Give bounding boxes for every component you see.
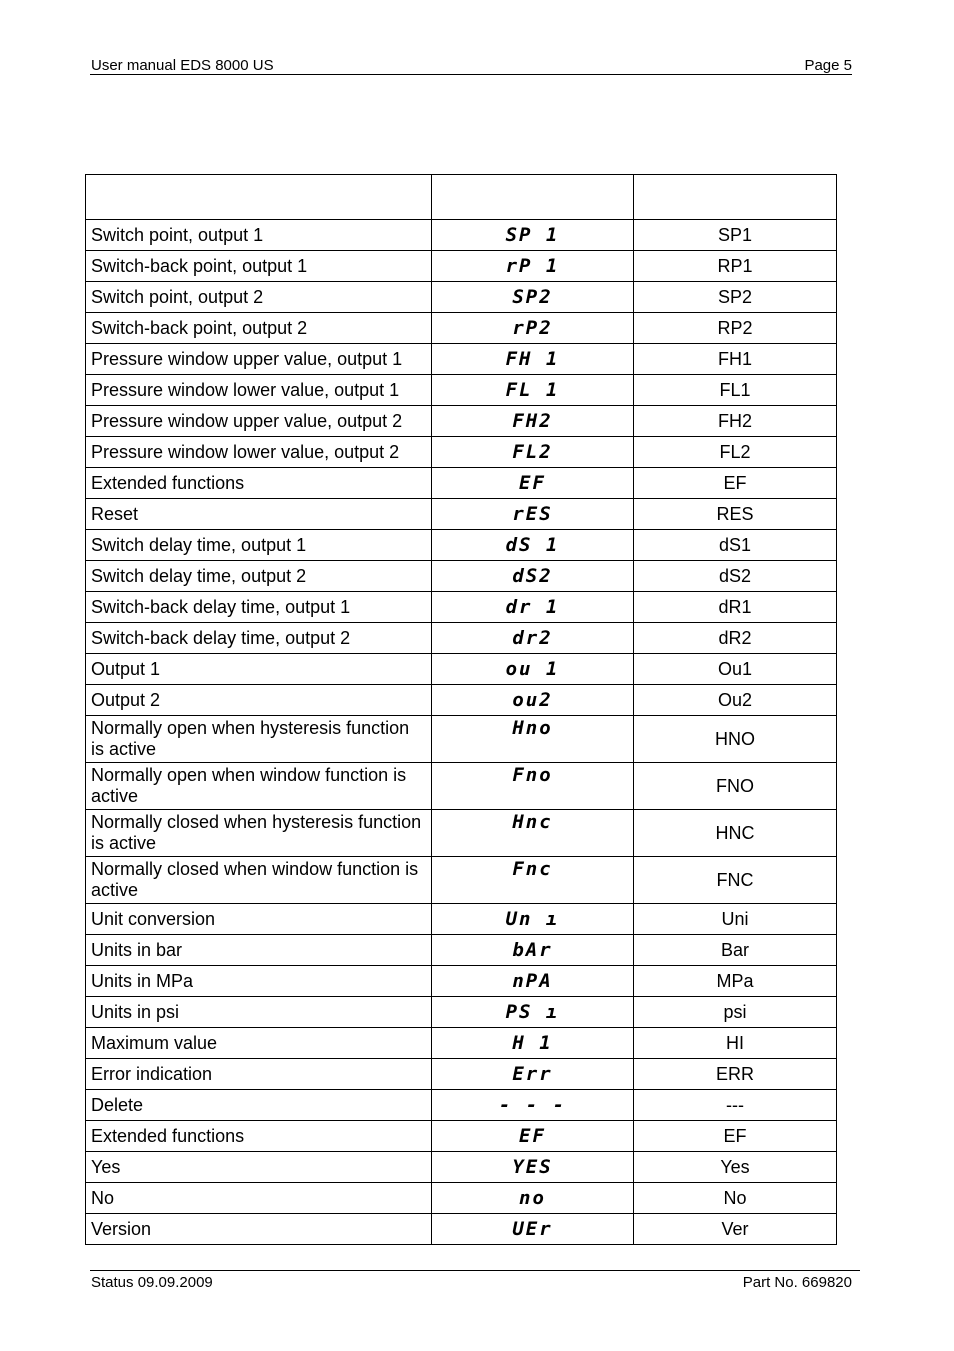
parameter-description: Pressure window upper value, output 1 xyxy=(86,344,432,375)
parameter-name: dR2 xyxy=(634,623,837,654)
table-row xyxy=(86,437,837,468)
display-code: SP 1 xyxy=(432,220,634,251)
display-code: dr 1 xyxy=(432,592,634,623)
parameter-table xyxy=(85,174,837,1245)
parameter-name: No xyxy=(634,1183,837,1214)
table-row xyxy=(86,499,837,530)
parameter-description: Switch delay time, output 2 xyxy=(86,561,432,592)
table-row xyxy=(86,763,837,810)
display-code: FL 1 xyxy=(432,375,634,406)
display-code: Hnc xyxy=(432,810,634,857)
part-number: Part No. 669820 xyxy=(742,1274,852,1291)
table-row xyxy=(86,251,837,282)
page-footer xyxy=(90,1270,860,1291)
table-row xyxy=(86,282,837,313)
table-row xyxy=(86,220,837,251)
page-number: Page 5 xyxy=(804,57,852,74)
parameter-description: No xyxy=(86,1183,432,1214)
parameter-description: Switch-back delay time, output 1 xyxy=(86,592,432,623)
parameter-description: Maximum value xyxy=(86,1028,432,1059)
parameter-name: FNC xyxy=(634,857,837,904)
table-header-row xyxy=(86,175,837,220)
status-date: Status 09.09.2009 xyxy=(91,1274,213,1291)
display-code: FH2 xyxy=(432,406,634,437)
page-header xyxy=(90,56,852,75)
display-code: Un ı xyxy=(432,904,634,935)
parameter-description: Normally closed when window function is active xyxy=(86,857,432,904)
display-code: nPA xyxy=(432,966,634,997)
parameter-name: HNC xyxy=(634,810,837,857)
display-code: FL2 xyxy=(432,437,634,468)
parameter-description: Switch point, output 1 xyxy=(86,220,432,251)
parameter-description: Error indication xyxy=(86,1059,432,1090)
display-code: rP 1 xyxy=(432,251,634,282)
display-code: ou2 xyxy=(432,685,634,716)
parameter-description: Units in MPa xyxy=(86,966,432,997)
table-row xyxy=(86,468,837,499)
display-code: SP2 xyxy=(432,282,634,313)
parameter-name: RES xyxy=(634,499,837,530)
table-row xyxy=(86,1152,837,1183)
parameter-description: Version xyxy=(86,1214,432,1245)
parameter-name: Bar xyxy=(634,935,837,966)
parameter-name: Ou1 xyxy=(634,654,837,685)
parameter-name: ERR xyxy=(634,1059,837,1090)
table-row xyxy=(86,857,837,904)
parameter-name: FH2 xyxy=(634,406,837,437)
parameter-description: Normally open when window function is active xyxy=(86,763,432,810)
manual-title: User manual EDS 8000 US xyxy=(91,57,274,74)
display-code: dr2 xyxy=(432,623,634,654)
parameter-name: RP2 xyxy=(634,313,837,344)
table-row xyxy=(86,904,837,935)
parameter-name: EF xyxy=(634,1121,837,1152)
table-row xyxy=(86,966,837,997)
parameter-name: HNO xyxy=(634,716,837,763)
parameter-description: Pressure window lower value, output 1 xyxy=(86,375,432,406)
parameter-description: Reset xyxy=(86,499,432,530)
parameter-description: Output 1 xyxy=(86,654,432,685)
display-code: Hno xyxy=(432,716,634,763)
parameter-description: Switch-back point, output 1 xyxy=(86,251,432,282)
table-row xyxy=(86,406,837,437)
parameter-description: Switch-back delay time, output 2 xyxy=(86,623,432,654)
display-code: PS ı xyxy=(432,997,634,1028)
display-code: Err xyxy=(432,1059,634,1090)
display-code: rES xyxy=(432,499,634,530)
display-code: bAr xyxy=(432,935,634,966)
parameter-name: HI xyxy=(634,1028,837,1059)
display-code: EF xyxy=(432,468,634,499)
parameter-description: Output 2 xyxy=(86,685,432,716)
table-row xyxy=(86,716,837,763)
table-row xyxy=(86,1090,837,1121)
parameter-name: Uni xyxy=(634,904,837,935)
table-row xyxy=(86,1214,837,1245)
parameter-name: SP2 xyxy=(634,282,837,313)
table-row xyxy=(86,997,837,1028)
parameter-description: Pressure window lower value, output 2 xyxy=(86,437,432,468)
parameter-name: FL2 xyxy=(634,437,837,468)
parameter-name: dS1 xyxy=(634,530,837,561)
parameter-description: Pressure window upper value, output 2 xyxy=(86,406,432,437)
display-code: YES xyxy=(432,1152,634,1183)
parameter-description: Yes xyxy=(86,1152,432,1183)
table-row xyxy=(86,654,837,685)
display-code: rP2 xyxy=(432,313,634,344)
table-row xyxy=(86,313,837,344)
table-row xyxy=(86,592,837,623)
display-code: dS 1 xyxy=(432,530,634,561)
display-code: Fnc xyxy=(432,857,634,904)
table-row xyxy=(86,344,837,375)
table-row xyxy=(86,1059,837,1090)
parameter-name: RP1 xyxy=(634,251,837,282)
table-row xyxy=(86,1028,837,1059)
parameter-name: --- xyxy=(634,1090,837,1121)
parameter-description: Extended functions xyxy=(86,468,432,499)
display-code: ou 1 xyxy=(432,654,634,685)
parameter-description: Switch point, output 2 xyxy=(86,282,432,313)
parameter-name: EF xyxy=(634,468,837,499)
header-cell-display xyxy=(432,175,634,220)
parameter-name: Ver xyxy=(634,1214,837,1245)
parameter-description: Units in psi xyxy=(86,997,432,1028)
display-code: EF xyxy=(432,1121,634,1152)
display-code: dS2 xyxy=(432,561,634,592)
display-code: H 1 xyxy=(432,1028,634,1059)
parameter-name: psi xyxy=(634,997,837,1028)
parameter-name: dS2 xyxy=(634,561,837,592)
table-row xyxy=(86,935,837,966)
parameter-name: Ou2 xyxy=(634,685,837,716)
parameter-name: FH1 xyxy=(634,344,837,375)
parameter-description: Switch-back point, output 2 xyxy=(86,313,432,344)
parameter-description: Normally open when hysteresis function is active xyxy=(86,716,432,763)
header-cell-description xyxy=(86,175,432,220)
table-row xyxy=(86,685,837,716)
parameter-name: MPa xyxy=(634,966,837,997)
display-code: UEr xyxy=(432,1214,634,1245)
parameter-name: FL1 xyxy=(634,375,837,406)
display-code: FH 1 xyxy=(432,344,634,375)
display-code: - - - xyxy=(432,1090,634,1121)
table-row xyxy=(86,561,837,592)
parameter-description: Delete xyxy=(86,1090,432,1121)
table-row xyxy=(86,1121,837,1152)
parameter-description: Unit conversion xyxy=(86,904,432,935)
table-row xyxy=(86,530,837,561)
table-row xyxy=(86,810,837,857)
table-row xyxy=(86,375,837,406)
parameter-description: Normally closed when hysteresis function is active xyxy=(86,810,432,857)
parameter-name: FNO xyxy=(634,763,837,810)
parameter-description: Extended functions xyxy=(86,1121,432,1152)
display-code: Fno xyxy=(432,763,634,810)
table-row xyxy=(86,1183,837,1214)
parameter-table-body xyxy=(86,175,837,1245)
parameter-description: Switch delay time, output 1 xyxy=(86,530,432,561)
parameter-description: Units in bar xyxy=(86,935,432,966)
parameter-name: Yes xyxy=(634,1152,837,1183)
display-code: no xyxy=(432,1183,634,1214)
header-cell-name xyxy=(634,175,837,220)
table-row xyxy=(86,623,837,654)
parameter-name: dR1 xyxy=(634,592,837,623)
parameter-name: SP1 xyxy=(634,220,837,251)
